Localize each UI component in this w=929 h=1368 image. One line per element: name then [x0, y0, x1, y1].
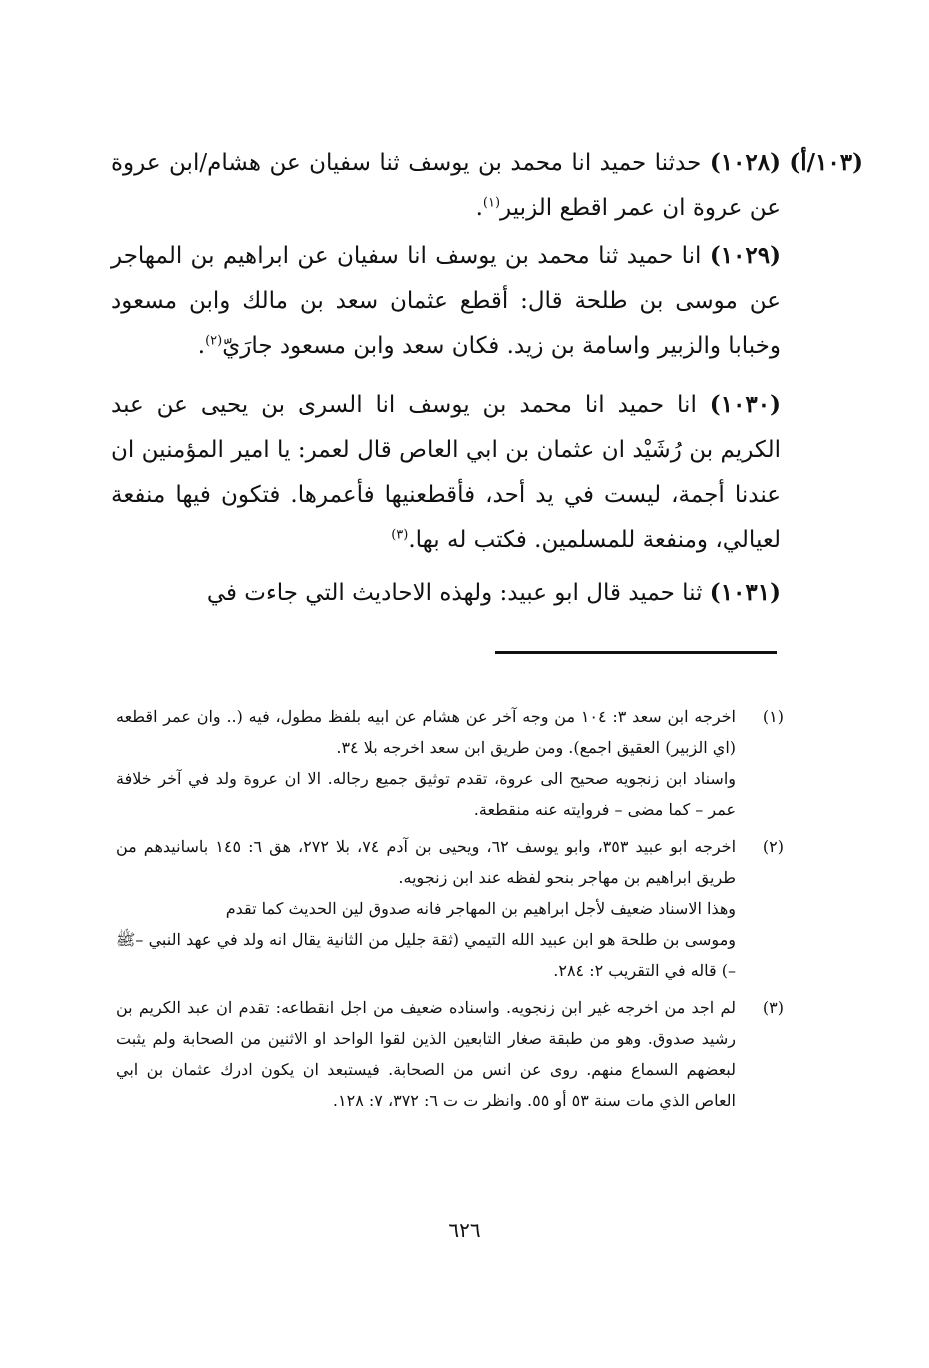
footnote-line: اخرجه ابن سعد ٣: ١٠٤ من وجه آخر عن هشام عن ابيه بلفظ مطول، فيه (.. وان عمر اقطعه (اي الزبير) العقيق اجمع). ومن طريق ابن سعد اخرجه بلا ٣٤.	[116, 707, 736, 757]
hadith-number: (١٠٣١)	[709, 579, 781, 606]
footnote-2	[116, 831, 784, 986]
footnote-line: واسناد ابن زنجويه صحيح الى عروة، تقدم توثيق جميع رجاله. الا ان عروة ولد في آخر خلافة عمر – كما مضى – فروايته عنه منقطعة.	[116, 769, 736, 819]
page-number: ٦٢٦	[448, 1218, 481, 1242]
hadith-paragraph-1029	[111, 233, 781, 369]
sentence-end: .	[197, 333, 206, 359]
footnote-number: (١)	[762, 707, 784, 726]
hadith-text: حدثنا حميد انا محمد بن يوسف ثنا سفيان عن هشام/ابن عروة عن عروة ان عمر اقطع الزبير	[111, 150, 781, 221]
hadith-number: (١٠٢٨)	[709, 149, 782, 176]
hadith-text: انا حميد ثنا محمد بن يوسف انا سفيان عن ابراهيم بن المهاجر عن موسى بن طلحة قال: أقطع عثمان سعد بن مالك وابن مسعود وخبابا والزبير واسامة بن زيد. فكان سعد وابن مسعود جارَيّ	[111, 243, 781, 359]
footnote-line: اخرجه ابو عبيد ٣٥٣، وابو يوسف ٦٢، ويحيى بن آدم ٧٤، بلا ٢٧٢، هق ٦: ١٤٥ باسانيدهم من طريق ابراهيم بن مهاجر بنحو لفظه عند ابن زنجويه.	[116, 837, 737, 887]
footnote-line: لم اجد من اخرجه غير ابن زنجويه. واسناده ضعيف من اجل انقطاعه: تقدم ان عبد الكريم بن رشيد صدوق. وهو من طبقة صغار التابعين الذين لقوا الواحد او الاثنين من الصحابة ولم يثبت لبعضهم السماع منهم. روى عن انس من الصحابة. فيستبعد ان يكون ادرك عثمان بن ابي العاص الذي مات سنة ٥٣ أو ٥٥. وانظر ت ت ٦: ٣٧٢، ٧: ١٢٨.	[116, 998, 736, 1110]
footnote-number: (٣)	[762, 998, 784, 1017]
margin-reference: (١٠٣/أ)	[789, 149, 863, 176]
sentence-end: .	[475, 195, 483, 221]
hadith-paragraph-1030	[111, 382, 781, 563]
footnote-separator	[495, 651, 777, 654]
footnote-1	[116, 701, 784, 825]
footnotes	[116, 701, 784, 1116]
footnote-ref: (٣)	[391, 527, 409, 543]
hadith-paragraph-1031	[111, 570, 781, 616]
footnote-ref: (١)	[482, 195, 501, 211]
footnote-line: وموسى بن طلحة هو ابن عبيد الله التيمي (ثقة جليل من الثانية يقال انه ولد في عهد النبي –ﷺ –) قاله في التقريب ٢: ٢٨٤.	[116, 930, 736, 980]
hadith-number: (١٠٢٩)	[709, 242, 782, 269]
footnote-ref: (٢)	[205, 333, 223, 349]
hadith-number: (١٠٣٠)	[709, 391, 781, 418]
footnote-line: وهذا الاسناد ضعيف لأجل ابراهيم بن المهاجر فانه صدوق لين الحديث كما تقدم	[225, 899, 736, 918]
hadith-text: ثنا حميد قال ابو عبيد: ولهذه الاحاديث التي جاءت في	[206, 580, 703, 606]
footnote-3	[116, 992, 784, 1116]
footnote-number: (٢)	[762, 837, 784, 856]
hadith-text: انا حميد انا محمد بن يوسف انا السرى بن يحيى عن عبد الكريم بن رُشَيْد ان عثمان بن ابي العاص قال لعمر: يا امير المؤمنين ان عندنا أجمة، ليست في يد أحد، فأقطعنيها فأعمرها. فتكون فيها منفعة لعيالي، ومنفعة للمسلمين. فكتب له بها.	[111, 392, 781, 553]
hadith-paragraph-1028	[111, 140, 781, 231]
